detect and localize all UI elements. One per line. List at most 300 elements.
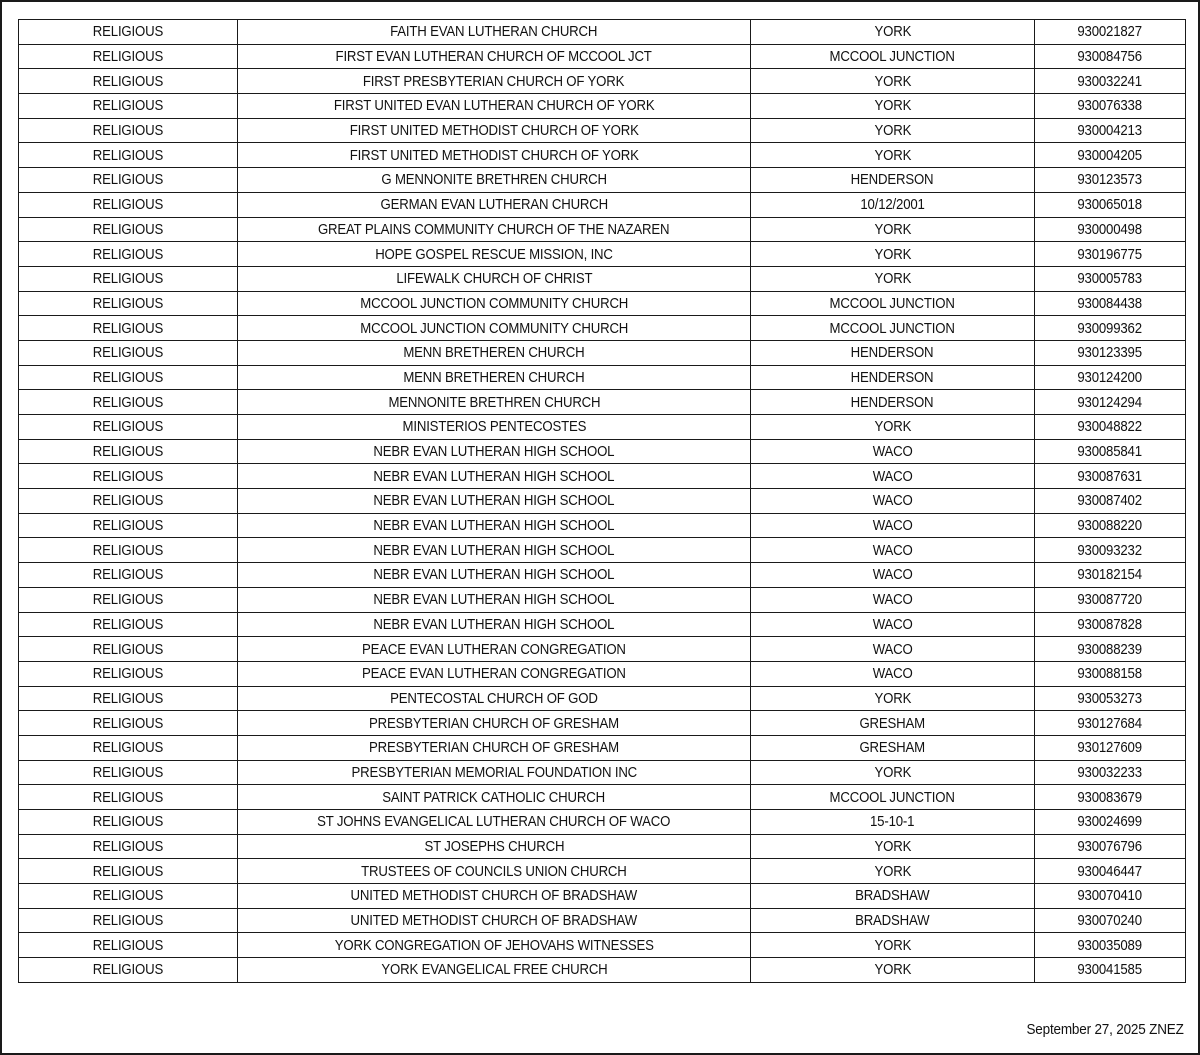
table-row (19, 44, 1186, 69)
table-row (19, 513, 1186, 538)
organization-name-cell-text: LIFEWALK CHURCH OF CHRIST (395, 270, 593, 288)
id-number-cell-text: 930088239 (1077, 640, 1143, 658)
category-cell-text: RELIGIOUS (92, 393, 164, 411)
table-row (19, 810, 1186, 835)
table-row (19, 291, 1186, 316)
id-number-cell (1035, 587, 1186, 612)
city-cell (751, 464, 1035, 489)
table-row (19, 587, 1186, 612)
category-cell (19, 563, 238, 588)
organization-name-cell-text: MENN BRETHEREN CHURCH (403, 344, 585, 362)
organization-name-cell (238, 513, 751, 538)
city-cell-text: MCCOOL JUNCTION (829, 319, 956, 337)
category-cell-text: RELIGIOUS (92, 97, 164, 115)
id-number-cell (1035, 168, 1186, 193)
city-cell-text: YORK (874, 936, 911, 954)
category-cell-text: RELIGIOUS (92, 171, 164, 189)
id-number-cell-text: 930005783 (1077, 270, 1143, 288)
organization-name-cell (238, 587, 751, 612)
id-number-cell (1035, 686, 1186, 711)
table-row (19, 192, 1186, 217)
category-cell (19, 291, 238, 316)
table-row (19, 859, 1186, 884)
id-number-cell-text: 930035089 (1077, 936, 1143, 954)
category-cell-text: RELIGIOUS (92, 615, 164, 633)
table-row (19, 908, 1186, 933)
category-cell (19, 168, 238, 193)
city-cell-text: BRADSHAW (855, 887, 930, 905)
id-number-cell (1035, 192, 1186, 217)
category-cell (19, 834, 238, 859)
table-row (19, 563, 1186, 588)
id-number-cell-text: 930123395 (1077, 344, 1143, 362)
id-number-cell (1035, 489, 1186, 514)
city-cell-text: GRESHAM (859, 739, 926, 757)
organization-name-cell-text: FIRST PRESBYTERIAN CHURCH OF YORK (363, 72, 625, 90)
id-number-cell (1035, 637, 1186, 662)
id-number-cell-text: 930070410 (1077, 887, 1143, 905)
id-number-cell-text: 930085841 (1077, 443, 1143, 461)
id-number-cell-text: 930087402 (1077, 492, 1143, 510)
id-number-cell-text: 930076338 (1077, 97, 1143, 115)
id-number-cell (1035, 69, 1186, 94)
category-cell-text: RELIGIOUS (92, 72, 164, 90)
category-cell (19, 760, 238, 785)
footer-date-text: September 27, 2025 ZNEZ (1026, 1021, 1184, 1038)
id-number-cell (1035, 242, 1186, 267)
organization-name-cell-text: NEBR EVAN LUTHERAN HIGH SCHOOL (373, 443, 615, 461)
organization-name-cell-text: MINISTERIOS PENTECOSTES (402, 418, 586, 436)
city-cell (751, 637, 1035, 662)
table-row (19, 958, 1186, 983)
category-cell-text: RELIGIOUS (92, 763, 164, 781)
id-number-cell-text: 930127609 (1077, 739, 1143, 757)
id-number-cell-text: 930087720 (1077, 591, 1143, 609)
id-number-cell (1035, 908, 1186, 933)
id-number-cell-text: 930084756 (1077, 48, 1143, 66)
table-row (19, 785, 1186, 810)
city-cell (751, 44, 1035, 69)
category-cell (19, 859, 238, 884)
city-cell (751, 735, 1035, 760)
city-cell-text: WACO (872, 541, 913, 559)
organization-name-cell-text: FIRST UNITED METHODIST CHURCH OF YORK (349, 122, 639, 140)
organization-name-cell (238, 390, 751, 415)
footer-date-stamp (1009, 1021, 1184, 1038)
id-number-cell (1035, 785, 1186, 810)
organization-name-cell-text: FAITH EVAN LUTHERAN CHURCH (390, 23, 598, 41)
category-cell-text: RELIGIOUS (92, 418, 164, 436)
category-cell (19, 464, 238, 489)
organization-name-cell-text: YORK EVANGELICAL FREE CHURCH (380, 961, 608, 979)
id-number-cell-text: 930053273 (1077, 689, 1143, 707)
organization-name-cell-text: SAINT PATRICK CATHOLIC CHURCH (382, 788, 606, 806)
city-cell (751, 266, 1035, 291)
organization-name-cell-text: YORK CONGREGATION OF JEHOVAHS WITNESSES (334, 936, 654, 954)
organization-name-cell-text: NEBR EVAN LUTHERAN HIGH SCHOOL (373, 541, 615, 559)
id-number-cell (1035, 365, 1186, 390)
organization-name-cell-text: NEBR EVAN LUTHERAN HIGH SCHOOL (373, 467, 615, 485)
organization-name-cell-text: NEBR EVAN LUTHERAN HIGH SCHOOL (373, 591, 615, 609)
category-cell-text: RELIGIOUS (92, 714, 164, 732)
organization-name-cell (238, 20, 751, 45)
category-cell (19, 686, 238, 711)
id-number-cell (1035, 464, 1186, 489)
category-cell-text: RELIGIOUS (92, 23, 164, 41)
category-cell-text: RELIGIOUS (92, 319, 164, 337)
organization-name-cell (238, 711, 751, 736)
city-cell-text: YORK (874, 72, 911, 90)
category-cell (19, 44, 238, 69)
table-row (19, 933, 1186, 958)
id-number-cell (1035, 612, 1186, 637)
category-cell-text: RELIGIOUS (92, 368, 164, 386)
id-number-cell-text: 930196775 (1077, 245, 1143, 263)
organization-name-cell (238, 884, 751, 909)
id-number-cell-text: 930070240 (1077, 912, 1143, 930)
id-number-cell-text: 930048822 (1077, 418, 1143, 436)
organization-name-cell (238, 933, 751, 958)
organization-name-cell-text: MCCOOL JUNCTION COMMUNITY CHURCH (360, 319, 628, 337)
category-cell-text: RELIGIOUS (92, 48, 164, 66)
city-cell (751, 242, 1035, 267)
id-number-cell-text: 930000498 (1077, 220, 1143, 238)
city-cell-text: YORK (874, 97, 911, 115)
category-cell (19, 661, 238, 686)
city-cell-text: YORK (874, 961, 911, 979)
id-number-cell (1035, 20, 1186, 45)
organization-name-cell-text: MENNONITE BRETHREN CHURCH (388, 393, 600, 411)
category-cell-text: RELIGIOUS (92, 196, 164, 214)
city-cell (751, 859, 1035, 884)
organization-name-cell (238, 810, 751, 835)
organization-name-cell-text: PENTECOSTAL CHURCH OF GOD (390, 689, 598, 707)
category-cell (19, 365, 238, 390)
city-cell-text: WACO (872, 640, 913, 658)
organization-name-cell (238, 439, 751, 464)
organization-name-cell-text: UNITED METHODIST CHURCH OF BRADSHAW (350, 887, 638, 905)
table-row (19, 637, 1186, 662)
organization-name-cell-text: FIRST EVAN LUTHERAN CHURCH OF MCCOOL JCT (335, 48, 653, 66)
category-cell-text: RELIGIOUS (92, 245, 164, 263)
category-cell-text: RELIGIOUS (92, 492, 164, 510)
category-cell-text: RELIGIOUS (92, 294, 164, 312)
city-cell (751, 686, 1035, 711)
id-number-cell (1035, 563, 1186, 588)
city-cell (751, 20, 1035, 45)
organization-name-cell (238, 686, 751, 711)
organization-name-cell-text: MCCOOL JUNCTION COMMUNITY CHURCH (360, 294, 628, 312)
city-cell-text: YORK (874, 122, 911, 140)
organization-name-cell-text: FIRST UNITED METHODIST CHURCH OF YORK (349, 146, 639, 164)
city-cell (751, 661, 1035, 686)
organization-name-cell (238, 859, 751, 884)
organization-name-cell (238, 266, 751, 291)
category-cell-text: RELIGIOUS (92, 122, 164, 140)
organization-name-cell-text: ST JOSEPHS CHURCH (424, 838, 564, 856)
category-cell (19, 908, 238, 933)
city-cell (751, 192, 1035, 217)
organization-name-cell (238, 316, 751, 341)
city-cell-text: YORK (874, 23, 911, 41)
id-number-cell-text: 930087828 (1077, 615, 1143, 633)
id-number-cell-text: 930076796 (1077, 838, 1143, 856)
category-cell (19, 192, 238, 217)
category-cell (19, 242, 238, 267)
organization-name-cell (238, 464, 751, 489)
city-cell (751, 785, 1035, 810)
city-cell-text: HENDERSON (851, 368, 934, 386)
category-cell (19, 390, 238, 415)
category-cell (19, 711, 238, 736)
city-cell (751, 390, 1035, 415)
city-cell-text: 15-10-1 (870, 813, 915, 831)
table-row (19, 439, 1186, 464)
category-cell (19, 69, 238, 94)
organization-name-cell-text: NEBR EVAN LUTHERAN HIGH SCHOOL (373, 566, 615, 584)
category-cell-text: RELIGIOUS (92, 788, 164, 806)
id-number-cell-text: 930182154 (1077, 566, 1143, 584)
city-cell (751, 834, 1035, 859)
id-number-cell (1035, 316, 1186, 341)
city-cell-text: WACO (872, 443, 913, 461)
organization-name-cell (238, 958, 751, 983)
category-cell (19, 118, 238, 143)
organization-name-cell (238, 760, 751, 785)
id-number-cell (1035, 143, 1186, 168)
organization-name-cell-text: GREAT PLAINS COMMUNITY CHURCH OF THE NAZAREN (318, 220, 670, 238)
city-cell (751, 168, 1035, 193)
organization-name-cell (238, 661, 751, 686)
category-cell (19, 785, 238, 810)
category-cell-text: RELIGIOUS (92, 838, 164, 856)
table-row (19, 266, 1186, 291)
category-cell-text: RELIGIOUS (92, 689, 164, 707)
city-cell (751, 958, 1035, 983)
organization-name-cell (238, 143, 751, 168)
table-row (19, 69, 1186, 94)
category-cell (19, 958, 238, 983)
city-cell (751, 563, 1035, 588)
city-cell (751, 291, 1035, 316)
id-number-cell-text: 930099362 (1077, 319, 1143, 337)
organization-name-cell-text: NEBR EVAN LUTHERAN HIGH SCHOOL (373, 492, 615, 510)
category-cell (19, 415, 238, 440)
category-cell (19, 316, 238, 341)
organization-name-cell (238, 44, 751, 69)
city-cell-text: WACO (872, 591, 913, 609)
category-cell-text: RELIGIOUS (92, 813, 164, 831)
city-cell-text: WACO (872, 615, 913, 633)
city-cell (751, 94, 1035, 119)
city-cell (751, 69, 1035, 94)
table-row (19, 612, 1186, 637)
id-number-cell-text: 930087631 (1077, 467, 1143, 485)
city-cell (751, 884, 1035, 909)
id-number-cell-text: 930021827 (1077, 23, 1143, 41)
city-cell (751, 217, 1035, 242)
category-cell (19, 513, 238, 538)
id-number-cell (1035, 711, 1186, 736)
table-row (19, 20, 1186, 45)
id-number-cell (1035, 44, 1186, 69)
id-number-cell-text: 930041585 (1077, 961, 1143, 979)
table-row (19, 316, 1186, 341)
organization-name-cell-text: GERMAN EVAN LUTHERAN CHURCH (380, 196, 608, 214)
organization-name-cell (238, 291, 751, 316)
city-cell (751, 489, 1035, 514)
category-cell-text: RELIGIOUS (92, 517, 164, 535)
id-number-cell (1035, 340, 1186, 365)
organization-name-cell (238, 908, 751, 933)
category-cell (19, 884, 238, 909)
category-cell (19, 637, 238, 662)
id-number-cell-text: 930124200 (1077, 368, 1143, 386)
id-number-cell-text: 930065018 (1077, 196, 1143, 214)
id-number-cell-text: 930084438 (1077, 294, 1143, 312)
table-row (19, 415, 1186, 440)
id-number-cell-text: 930024699 (1077, 813, 1143, 831)
city-cell-text: YORK (874, 220, 911, 238)
category-cell (19, 612, 238, 637)
id-number-cell (1035, 291, 1186, 316)
organization-name-cell (238, 217, 751, 242)
category-cell-text: RELIGIOUS (92, 887, 164, 905)
id-number-cell (1035, 415, 1186, 440)
category-cell (19, 143, 238, 168)
table-row (19, 884, 1186, 909)
city-cell-text: YORK (874, 689, 911, 707)
category-cell (19, 266, 238, 291)
id-number-cell-text: 930088220 (1077, 517, 1143, 535)
organization-name-cell-text: PEACE EVAN LUTHERAN CONGREGATION (362, 640, 626, 658)
organization-name-cell (238, 365, 751, 390)
organization-name-cell (238, 340, 751, 365)
table-row (19, 661, 1186, 686)
id-number-cell-text: 930124294 (1077, 393, 1143, 411)
city-cell-text: GRESHAM (859, 714, 926, 732)
organization-name-cell (238, 192, 751, 217)
category-cell-text: RELIGIOUS (92, 443, 164, 461)
category-cell-text: RELIGIOUS (92, 961, 164, 979)
city-cell-text: YORK (874, 763, 911, 781)
city-cell-text: WACO (872, 665, 913, 683)
id-number-cell (1035, 933, 1186, 958)
city-cell (751, 513, 1035, 538)
table-row (19, 118, 1186, 143)
table-row (19, 242, 1186, 267)
city-cell-text: MCCOOL JUNCTION (829, 294, 956, 312)
city-cell (751, 118, 1035, 143)
organization-name-cell (238, 735, 751, 760)
category-cell-text: RELIGIOUS (92, 541, 164, 559)
city-cell-text: MCCOOL JUNCTION (829, 48, 956, 66)
city-cell-text: WACO (872, 467, 913, 485)
city-cell-text: BRADSHAW (855, 912, 930, 930)
organization-name-cell (238, 612, 751, 637)
id-number-cell-text: 930046447 (1077, 862, 1143, 880)
city-cell-text: HENDERSON (851, 393, 934, 411)
id-number-cell-text: 930127684 (1077, 714, 1143, 732)
city-cell (751, 340, 1035, 365)
organization-name-cell-text: ST JOHNS EVANGELICAL LUTHERAN CHURCH OF WACO (317, 813, 671, 831)
organization-name-cell (238, 834, 751, 859)
organization-name-cell-text: G MENNONITE BRETHREN CHURCH (381, 171, 607, 189)
table-row (19, 390, 1186, 415)
category-cell (19, 810, 238, 835)
city-cell (751, 365, 1035, 390)
religious-organizations-table (18, 19, 1186, 983)
city-cell (751, 143, 1035, 168)
category-cell-text: RELIGIOUS (92, 912, 164, 930)
organization-name-cell (238, 94, 751, 119)
city-cell-text: 10/12/2001 (860, 196, 925, 214)
organization-name-cell-text: PRESBYTERIAN CHURCH OF GRESHAM (369, 739, 619, 757)
table-body (19, 20, 1186, 983)
table-row (19, 538, 1186, 563)
id-number-cell (1035, 513, 1186, 538)
id-number-cell (1035, 217, 1186, 242)
organization-name-cell-text: PRESBYTERIAN CHURCH OF GRESHAM (369, 714, 619, 732)
category-cell (19, 94, 238, 119)
city-cell-text: YORK (874, 838, 911, 856)
category-cell-text: RELIGIOUS (92, 739, 164, 757)
city-cell (751, 415, 1035, 440)
category-cell (19, 489, 238, 514)
id-number-cell-text: 930088158 (1077, 665, 1143, 683)
organization-name-cell (238, 489, 751, 514)
table-row (19, 834, 1186, 859)
id-number-cell (1035, 94, 1186, 119)
organization-name-cell (238, 168, 751, 193)
table-row (19, 464, 1186, 489)
category-cell (19, 217, 238, 242)
id-number-cell (1035, 118, 1186, 143)
city-cell-text: HENDERSON (851, 344, 934, 362)
table-row (19, 489, 1186, 514)
category-cell (19, 439, 238, 464)
id-number-cell-text: 930032233 (1077, 763, 1143, 781)
table-row (19, 94, 1186, 119)
city-cell (751, 908, 1035, 933)
id-number-cell (1035, 439, 1186, 464)
city-cell-text: YORK (874, 862, 911, 880)
table-row (19, 340, 1186, 365)
organization-name-cell-text: NEBR EVAN LUTHERAN HIGH SCHOOL (373, 615, 615, 633)
organization-name-cell-text: MENN BRETHEREN CHURCH (403, 368, 585, 386)
id-number-cell (1035, 859, 1186, 884)
category-cell (19, 340, 238, 365)
category-cell (19, 587, 238, 612)
category-cell-text: RELIGIOUS (92, 591, 164, 609)
organization-name-cell-text: FIRST UNITED EVAN LUTHERAN CHURCH OF YORK (333, 97, 655, 115)
table-row (19, 686, 1186, 711)
category-cell-text: RELIGIOUS (92, 936, 164, 954)
city-cell-text: YORK (874, 270, 911, 288)
organization-name-cell (238, 563, 751, 588)
id-number-cell (1035, 390, 1186, 415)
organization-name-cell-text: PRESBYTERIAN MEMORIAL FOUNDATION INC (351, 763, 637, 781)
city-cell-text: YORK (874, 146, 911, 164)
category-cell-text: RELIGIOUS (92, 467, 164, 485)
category-cell (19, 20, 238, 45)
id-number-cell (1035, 760, 1186, 785)
id-number-cell (1035, 661, 1186, 686)
id-number-cell (1035, 538, 1186, 563)
category-cell-text: RELIGIOUS (92, 665, 164, 683)
organization-name-cell-text: HOPE GOSPEL RESCUE MISSION, INC (375, 245, 613, 263)
city-cell (751, 933, 1035, 958)
